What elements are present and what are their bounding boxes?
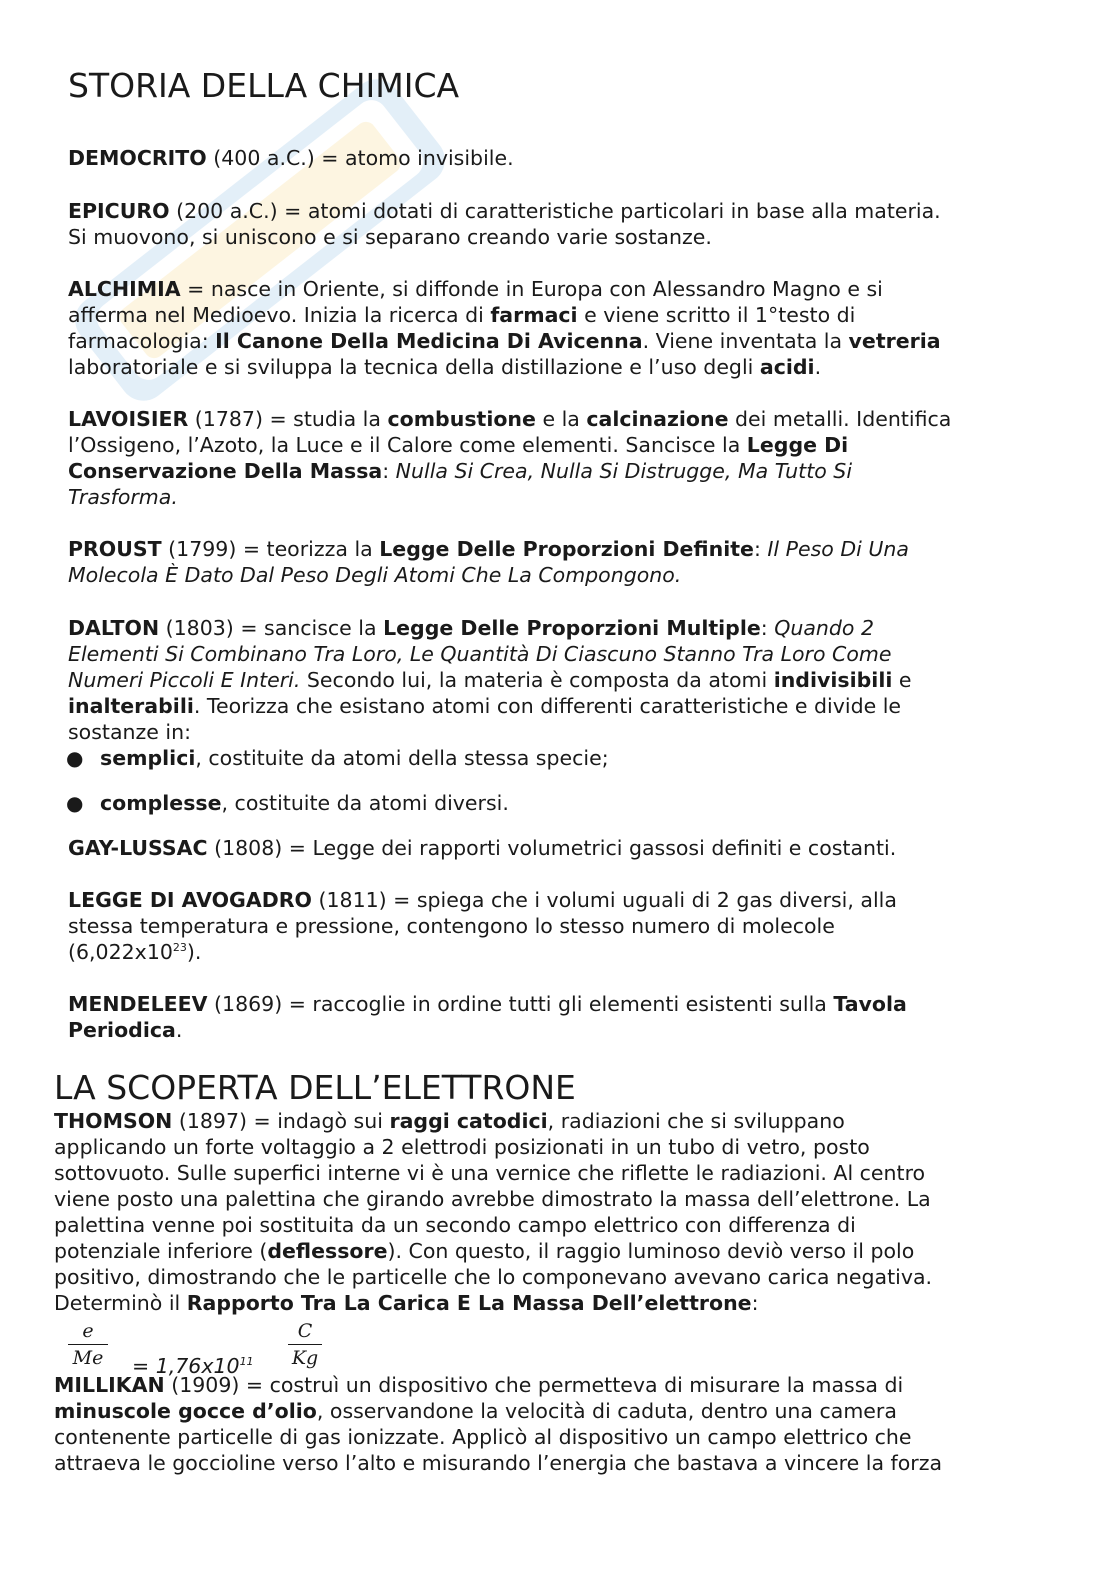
list-item: complesse, costituite da atomi diversi. bbox=[100, 791, 509, 815]
page-title: STORIA DELLA CHIMICA bbox=[68, 66, 460, 105]
name-thomson: THOMSON bbox=[54, 1109, 173, 1133]
entry-democrito: DEMOCRITO (400 a.C.) = atomo invisibile. bbox=[68, 146, 514, 170]
name-mendeleev: MENDELEEV bbox=[68, 992, 208, 1016]
entry-dalton: DALTON (1803) = sancisce la Legge Delle Proporzioni Multiple: Quando 2 bbox=[68, 616, 875, 640]
text-line: farmacologia: Il Canone Della Medicina Di Avicenna. Viene inventata la vetreria bbox=[68, 329, 941, 353]
text-line: contenente particelle di gas ionizzate. Applicò al dispositivo un campo elettrico che bbox=[54, 1425, 912, 1449]
text-line: Conservazione Della Massa: Nulla Si Crea, Nulla Si Distrugge, Ma Tutto Si bbox=[68, 459, 853, 483]
text-line: minuscole gocce d’olio, osservandone la velocità di caduta, dentro una camera bbox=[54, 1399, 897, 1423]
text-line: applicando un forte voltaggio a 2 elettrodi posizionati in un tubo di vetro, posto bbox=[54, 1135, 870, 1159]
text-line: viene posto una palettina che girando avrebbe dimostrato la massa dell’elettrone. La bbox=[54, 1187, 931, 1211]
text-line: Numeri Piccoli E Interi. Secondo lui, la materia è composta da atomi indivisibili e bbox=[68, 668, 912, 692]
name-gay-lussac: GAY-LUSSAC bbox=[68, 836, 208, 860]
formula-fraction-e-me: e Me bbox=[68, 1320, 108, 1369]
entry-millikan: MILLIKAN (1909) = costruì un dispositivo che permetteva di misurare la massa di bbox=[54, 1373, 904, 1397]
text-line: positivo, dimostrando che le particelle che lo componevano avevano carica negativa. bbox=[54, 1265, 933, 1289]
name-millikan: MILLIKAN bbox=[54, 1373, 165, 1397]
name-avogadro: LEGGE DI AVOGADRO bbox=[68, 888, 312, 912]
name-democrito: DEMOCRITO bbox=[68, 146, 207, 170]
entry-proust: PROUST (1799) = teorizza la Legge Delle Proporzioni Definite: Il Peso Di Una bbox=[68, 537, 909, 561]
text-line: $(6,022x10^{23})$. bbox=[68, 940, 202, 964]
name-alchimia: ALCHIMIA bbox=[68, 277, 181, 301]
name-lavoisier: LAVOISIER bbox=[68, 407, 189, 431]
text-line: Trasforma. bbox=[68, 485, 178, 509]
text-line: potenziale inferiore (deflessore). Con questo, il raggio luminoso deviò verso il polo bbox=[54, 1239, 915, 1263]
name-proust: PROUST bbox=[68, 537, 162, 561]
text-line: inalterabili. Teorizza che esistano atomi con differenti caratteristiche e divide le bbox=[68, 694, 902, 718]
formula-value: = $1,76x10^{11}$ bbox=[132, 1353, 254, 1378]
formula-fraction-c-kg: C Kg bbox=[288, 1320, 322, 1369]
text-line: palettina venne poi sostituita da un secondo campo elettrico con differenza di bbox=[54, 1213, 856, 1237]
text-line: l’Ossigeno, l’Azoto, la Luce e il Calore come elementi. Sancisce la Legge Di bbox=[68, 433, 849, 457]
entry-alchimia: ALCHIMIA = nasce in Oriente, si diffonde in Europa con Alessandro Magno e si bbox=[68, 277, 883, 301]
entry-epicuro: EPICURO (200 a.C.) = atomi dotati di caratteristiche particolari in base alla materia. bbox=[68, 199, 941, 223]
entry-gay-lussac: GAY-LUSSAC (1808) = Legge dei rapporti volumetrici gassosi definiti e costanti. bbox=[68, 836, 897, 860]
entry-lavoisier: LAVOISIER (1787) = studia la combustione e la calcinazione dei metalli. Identifica bbox=[68, 407, 952, 431]
text-line: sostanze in: bbox=[68, 720, 191, 744]
text-line: Si muovono, si uniscono e si separano creando varie sostanze. bbox=[68, 225, 712, 249]
text-line: Periodica. bbox=[68, 1018, 183, 1042]
entry-mendeleev: MENDELEEV (1869) = raccoglie in ordine tutti gli elementi esistenti sulla Tavola bbox=[68, 992, 907, 1016]
list-item: semplici, costituite da atomi della stessa specie; bbox=[100, 746, 609, 770]
section-title: LA SCOPERTA DELL’ELETTRONE bbox=[54, 1068, 576, 1107]
bullet-icon: ● bbox=[66, 746, 84, 770]
text-line: Determinò il Rapporto Tra La Carica E La Massa Dell’elettrone: bbox=[54, 1291, 759, 1315]
text-line: attraeva le goccioline verso l’alto e misurando l’energia che bastava a vincere la forza bbox=[54, 1451, 943, 1475]
text-line: stessa temperatura e pressione, contengono lo stesso numero di molecole bbox=[68, 914, 835, 938]
text-line: Elementi Si Combinano Tra Loro, Le Quantità Di Ciascuno Stanno Tra Loro Come bbox=[68, 642, 892, 666]
text-line: afferma nel Medioevo. Inizia la ricerca di farmaci e viene scritto il 1°testo di bbox=[68, 303, 856, 327]
text-line: sottovuoto. Sulle superfici interne vi è una vernice che riflette le radiazioni. Al centro bbox=[54, 1161, 926, 1185]
text-line: laboratoriale e si sviluppa la tecnica della distillazione e l’uso degli acidi. bbox=[68, 355, 822, 379]
entry-avogadro: LEGGE DI AVOGADRO (1811) = spiega che i volumi uguali di 2 gas diversi, alla bbox=[68, 888, 897, 912]
entry-thomson: THOMSON (1897) = indagò sui raggi catodici, radiazioni che si sviluppano bbox=[54, 1109, 845, 1133]
bullet-icon: ● bbox=[66, 791, 84, 815]
name-dalton: DALTON bbox=[68, 616, 160, 640]
text-line: Molecola È Dato Dal Peso Degli Atomi Che La Compongono. bbox=[68, 563, 682, 587]
name-epicuro: EPICURO bbox=[68, 199, 170, 223]
